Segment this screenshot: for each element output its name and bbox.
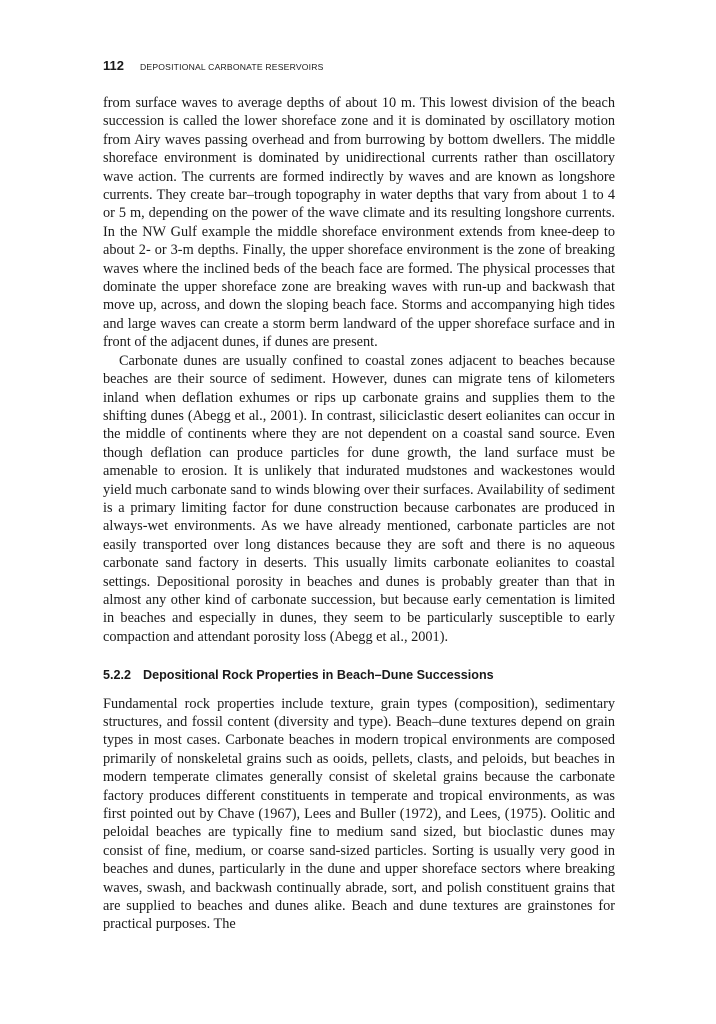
section-title: Depositional Rock Properties in Beach–Dune Successions [143, 668, 494, 683]
book-page [103, 58, 615, 934]
page-number: 112 [103, 58, 124, 73]
paragraph-carbonate-dunes: Carbonate dunes are usually confined to coastal zones adjacent to beaches because beaches are their source of sediment. However, dunes can migrate tens of kilometers inland when deflation exhumes or rips up carbonate grains and supplies them to the shifting dunes (Abegg et al., 2001). In contrast, siliciclastic desert eolianites can occur in the middle of continents where they are not dependent on a coastal sand source. Even though deflation can produce particles for dune growth, the land surface must be amenable to erosion. It is unlikely that indurated mudstones and wackestones would yield much carbonate sand to winds blowing over their surfaces. Availability of sediment is a primary limiting factor for dune construction because carbonates are produced in always-wet environments. As we have already mentioned, carbonate particles are not easily transported over long distances because they are soft and there is no aqueous carbonate sand factory in deserts. This usually limits carbonate eolianites to coastal settings. Depositional porosity in beaches and dunes is probably greater than that in almost any other kind of carbonate succession, but because early cementation is limited in beaches and especially in dunes, they seem to be particularly susceptible to early compaction and attendant porosity loss (Abegg et al., 2001). [103, 352, 615, 645]
running-head [103, 58, 615, 80]
paragraph-shoreface-zones: from surface waves to average depths of about 10 m. This lowest division of the beach succession is called the lower shoreface zone and it is dominated by oscillatory motion from Airy waves passing overhead and from burrowing by bottom dwellers. The middle shoreface environment is dominated by unidirectional currents rather than oscillatory wave action. The currents are formed indirectly by waves and are known as longshore currents. They create bar–trough topography in water depths that vary from about 1 to 4 or 5 m, depending on the power of the wave climate and its resulting longshore currents. In the NW Gulf example the middle shoreface environment extends from knee-deep to about 2- or 3-m depths. Finally, the upper shoreface environment is the zone of breaking waves where the inclined beds of the beach face are formed. The physical processes that dominate the upper shoreface zone are breaking waves with run-up and backwash that move up, across, and down the sloping beach face. Storms and accompanying high tides and large waves can create a storm berm landward of the upper shoreface surface and in front of the adjacent dunes, if dunes are present. [103, 95, 615, 351]
running-title: DEPOSITIONAL CARBONATE RESERVOIRS [139, 62, 324, 72]
section-number: 5.2.2 [103, 668, 132, 683]
body-text [103, 94, 615, 934]
paragraph-rock-properties: Fundamental rock properties include texture, grain types (composition), sedimentary structures, and fossil content (diversity and type). Beach–dune textures depend on grain types in most cases. Carbonate beaches in modern tropical environments are composed primarily of nonskeletal grains such as ooids, pellets, clasts, and peloids, but beaches in modern temperate climates generally consist of skeletal grains because the carbonate factory produces different constituents in temperate and tropical environments, as was first pointed out by Chave (1967), Lees and Buller (1972), and Lees, (1975). Oolitic and peloidal beaches are typically fine to medium sand sized, but bioclastic dunes may consist of fine, medium, or coarse sand-sized particles. Sorting is usually very good in beaches and dunes, particularly in the dune and upper shoreface sectors where breaking waves, swash, and backwash continually abrade, sort, and polish constituent grains that are supplied to beaches and dunes alike. Beach and dune textures are grainstones for practical purposes. The [103, 695, 615, 933]
section-heading [103, 666, 615, 684]
